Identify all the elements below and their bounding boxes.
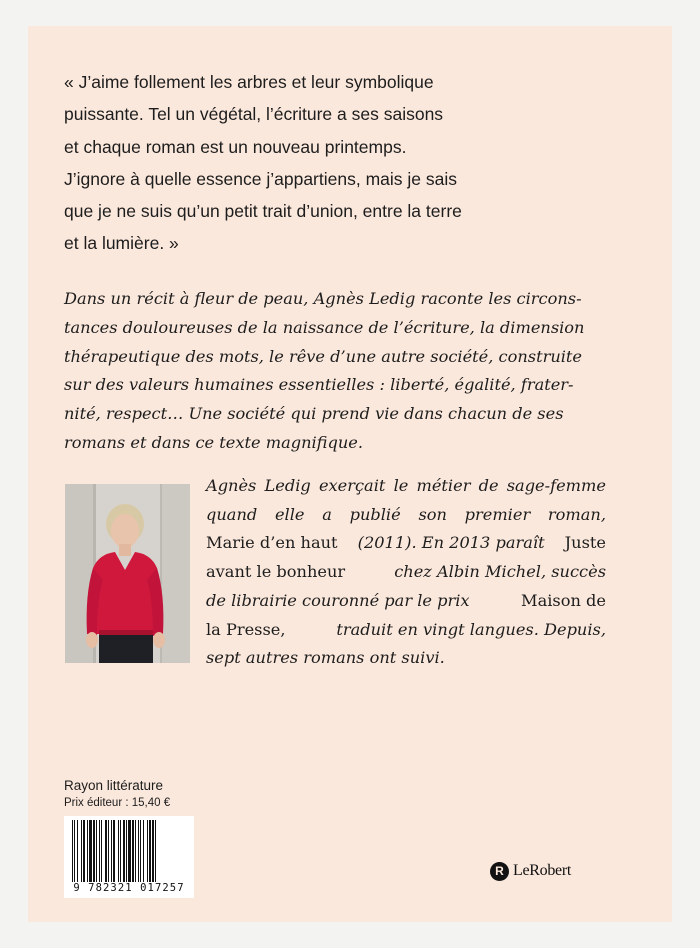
barcode-bar <box>74 820 75 882</box>
barcode-bar <box>105 820 107 882</box>
barcode-bar <box>126 820 127 882</box>
barcode-bar <box>87 820 88 882</box>
barcode-bar <box>83 820 85 882</box>
bio-text: traduit en vingt langues. Depuis, <box>336 619 606 639</box>
bio-text: sept autres romans ont suivi. <box>206 648 445 668</box>
barcode-bar <box>123 820 125 882</box>
summary-line: Dans un récit à fleur de peau, Agnès Ledig raconte les circons- <box>64 289 582 308</box>
barcode-bar <box>113 820 115 882</box>
bio-word: de <box>478 476 499 495</box>
summary-line: sur des valeurs humaines essentielles : liberté, égalité, frater- <box>64 375 574 395</box>
summary-line: nité, respect… Une société qui prend vie dans chacun de ses <box>64 404 564 424</box>
bio-word: elle <box>274 504 305 524</box>
barcode-bar <box>128 820 131 882</box>
barcode-bars <box>72 820 186 882</box>
book-summary <box>64 285 624 458</box>
prize-name: la Presse, <box>206 619 286 639</box>
barcode-bar <box>147 820 148 882</box>
quote-line: que je ne suis qu’un petit trait d’union, entre la terre <box>64 201 462 222</box>
barcode-bar <box>93 820 95 882</box>
book-title-avant-le-bonheur: avant le bonheur <box>206 562 346 582</box>
barcode-bar <box>77 820 78 882</box>
summary-line: thérapeutique des mots, le rêve d’une autre société, construite <box>64 346 582 366</box>
barcode-bar <box>155 820 156 882</box>
publisher-name: LeRobert <box>513 862 572 879</box>
quote-line: et chaque roman est un nouveau printemps. <box>64 136 407 157</box>
bio-word: premier <box>464 504 531 524</box>
barcode-bar <box>89 820 92 882</box>
bio-word: le <box>393 476 409 495</box>
bio-text: (2011). En 2013 paraît <box>357 533 545 553</box>
bio-word: Agnès <box>206 476 257 495</box>
barcode-bar <box>96 820 97 882</box>
book-title-marie-den-haut: Marie d’en haut <box>206 533 338 553</box>
bio-word: exerçait <box>318 476 386 495</box>
prize-name: Maison de <box>521 590 606 610</box>
isbn-number: 9 782321 017257 <box>73 882 185 894</box>
barcode-bar <box>152 820 154 882</box>
bio-line <box>206 616 606 645</box>
barcode-bar <box>111 820 112 882</box>
bio-word: a <box>322 504 332 524</box>
barcode-bar <box>99 820 100 882</box>
summary-line: tances douloureuses de la naissance de l’écriture, la dimension <box>64 317 585 337</box>
barcode-bar <box>81 820 82 882</box>
barcode-bar <box>108 820 109 882</box>
bio-word: Ledig <box>264 476 311 495</box>
barcode-bar <box>120 820 121 882</box>
bio-text: de librairie couronné par le prix <box>206 590 470 610</box>
publisher-logo <box>490 860 571 882</box>
quote-line: J’ignore à quelle essence j’appartiens, mais je sais <box>64 168 457 189</box>
bio-word: quand <box>206 504 258 524</box>
bio-word: roman, <box>547 504 606 524</box>
author-quote <box>64 66 584 260</box>
quote-line: « J’aime follement les arbres et leur symbolique <box>64 72 434 92</box>
bio-word: son <box>418 504 447 524</box>
barcode <box>64 816 194 898</box>
publisher-price: Prix éditeur : 15,40 € <box>64 797 171 809</box>
bio-line <box>206 644 606 673</box>
barcode-bar <box>132 820 134 882</box>
bio-word: publié <box>349 504 401 524</box>
barcode-bar <box>138 820 139 882</box>
bio-text: chez Albin Michel, succès <box>394 562 606 582</box>
shelf-category: Rayon littérature <box>64 778 164 793</box>
author-biography <box>206 472 606 673</box>
bio-line <box>206 587 606 616</box>
barcode-bar <box>149 820 151 882</box>
quote-line: puissante. Tel un végétal, l’écriture a ses saisons <box>64 104 444 125</box>
summary-line: romans et dans ce texte magnifique. <box>64 432 363 452</box>
bio-line <box>206 501 606 530</box>
bio-line <box>206 558 606 587</box>
quote-line: et la lumière. » <box>64 233 179 254</box>
book-title-juste: Juste <box>564 533 606 553</box>
barcode-bar <box>143 820 144 882</box>
bio-line <box>206 529 606 558</box>
author-photo <box>65 484 190 663</box>
barcode-bar <box>101 820 102 882</box>
barcode-bar <box>118 820 119 882</box>
barcode-bar <box>135 820 136 882</box>
author-portrait-illustration <box>65 484 190 663</box>
bio-line <box>206 472 606 501</box>
barcode-bar <box>72 820 73 882</box>
le-robert-r-icon: R <box>490 862 509 881</box>
bio-word: sage-femme <box>506 476 606 495</box>
barcode-bar <box>140 820 141 882</box>
bio-word: métier <box>416 476 471 495</box>
